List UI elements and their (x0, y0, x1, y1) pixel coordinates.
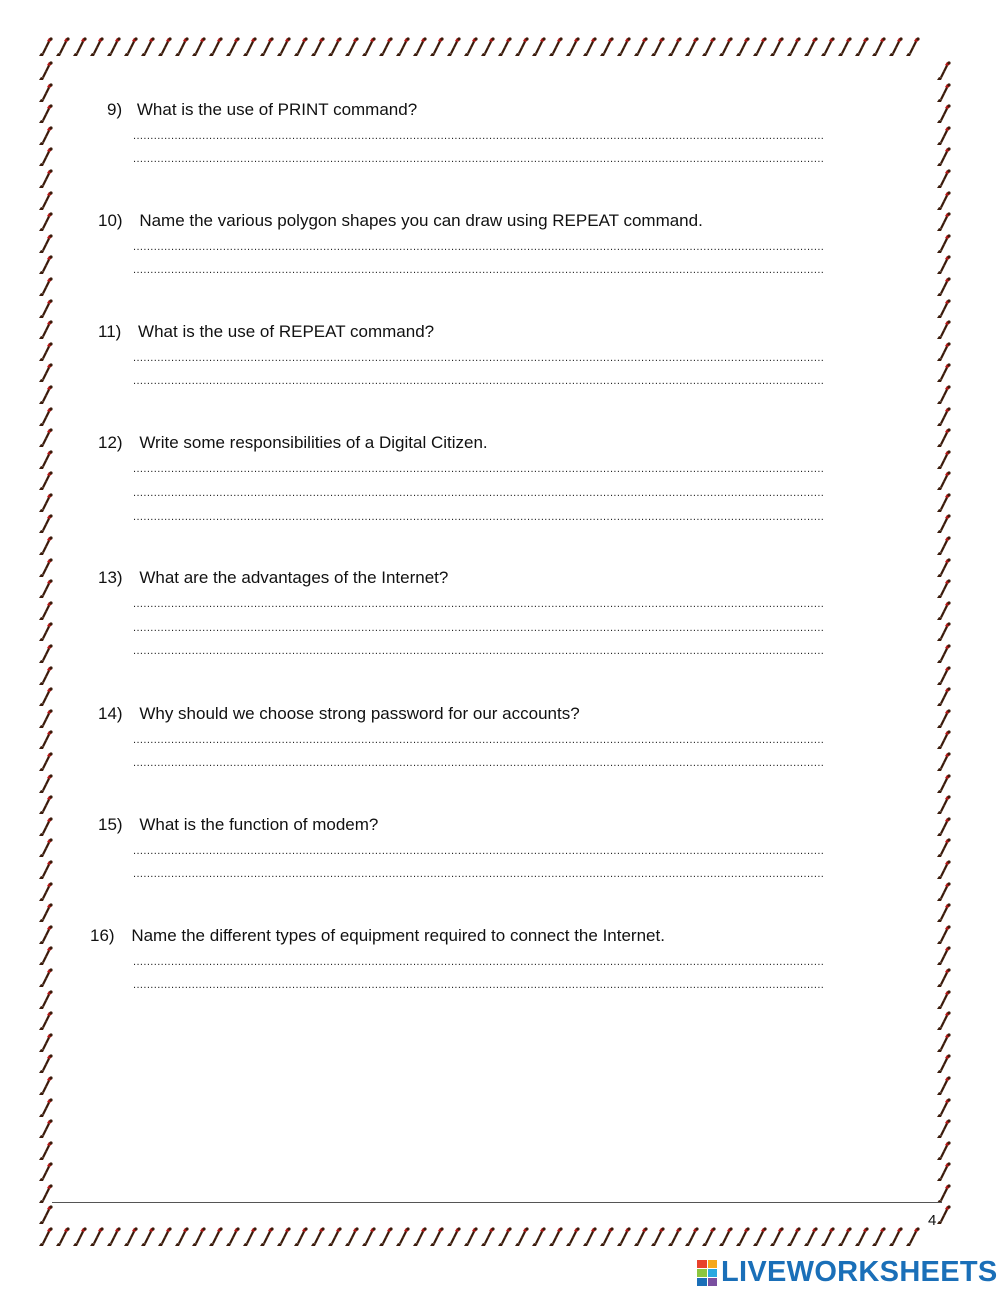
border-ornament-icon (871, 36, 888, 58)
border-ornament-icon (293, 36, 310, 58)
border-ornament-icon (38, 36, 55, 58)
border-ornament-icon (38, 1161, 55, 1183)
question-12 (98, 433, 488, 453)
border-ornament-icon (786, 1226, 803, 1248)
border-ornament-icon (38, 665, 55, 687)
border-ornament-icon (936, 319, 953, 341)
border-ornament-icon (936, 945, 953, 967)
border-ornament-icon (936, 406, 953, 428)
border-ornament-icon (38, 276, 55, 298)
border-ornament-icon (786, 36, 803, 58)
border-ornament-icon (38, 362, 55, 384)
border-ornament-icon (38, 600, 55, 622)
question-number: 14) (98, 704, 123, 723)
border-ornament-icon (599, 1226, 616, 1248)
border-ornament-icon (820, 1226, 837, 1248)
border-ornament-icon (429, 36, 446, 58)
border-ornament-icon (936, 384, 953, 406)
border-ornament-icon (936, 470, 953, 492)
border-ornament-icon (38, 945, 55, 967)
border-ornament-icon (582, 36, 599, 58)
border-ornament-icon (38, 319, 55, 341)
question-9 (107, 100, 417, 120)
answer-line[interactable]: ........................................................................................................................................................................................................ (133, 645, 825, 657)
border-ornament-icon (38, 643, 55, 665)
border-ornament-icon (531, 1226, 548, 1248)
border-ornament-icon (38, 513, 55, 535)
border-ornament-icon (936, 881, 953, 903)
border-ornament-icon (38, 729, 55, 751)
border-ornament-icon (667, 36, 684, 58)
border-ornament-icon (936, 513, 953, 535)
border-ornament-icon (89, 36, 106, 58)
border-ornament-icon (936, 211, 953, 233)
border-ornament-icon (378, 1226, 395, 1248)
border-right (936, 60, 962, 1228)
border-ornament-icon (327, 36, 344, 58)
answer-line[interactable]: ........................................................................................................................................................................................................ (133, 956, 825, 968)
border-ornament-icon (684, 36, 701, 58)
border-ornament-icon (38, 794, 55, 816)
border-ornament-icon (140, 36, 157, 58)
border-ornament-icon (936, 168, 953, 190)
border-ornament-icon (936, 1140, 953, 1162)
border-ornament-icon (936, 1204, 953, 1226)
border-ornament-icon (936, 427, 953, 449)
border-ornament-icon (565, 36, 582, 58)
border-ornament-icon (936, 859, 953, 881)
border-ornament-icon (936, 621, 953, 643)
answer-line[interactable]: ........................................................................................................................................................................................................ (133, 598, 825, 610)
question-number: 10) (98, 211, 123, 230)
border-ornament-icon (174, 1226, 191, 1248)
border-ornament-icon (531, 36, 548, 58)
border-ornament-icon (208, 36, 225, 58)
border-ornament-icon (38, 708, 55, 730)
border-ornament-icon (38, 1032, 55, 1054)
border-ornament-icon (871, 1226, 888, 1248)
border-ornament-icon (225, 36, 242, 58)
question-text: What is the use of REPEAT command? (138, 322, 435, 341)
border-ornament-icon (38, 406, 55, 428)
border-left (38, 60, 64, 1228)
border-ornament-icon (38, 621, 55, 643)
border-ornament-icon (616, 36, 633, 58)
border-ornament-icon (293, 1226, 310, 1248)
border-ornament-icon (38, 492, 55, 514)
border-ornament-icon (803, 1226, 820, 1248)
border-ornament-icon (378, 36, 395, 58)
border-ornament-icon (837, 36, 854, 58)
answer-line[interactable]: ........................................................................................................................................................................................................ (133, 241, 825, 253)
border-ornament-icon (497, 1226, 514, 1248)
border-ornament-icon (157, 36, 174, 58)
footer-divider (52, 1202, 942, 1203)
border-ornament-icon (936, 794, 953, 816)
border-ornament-icon (38, 168, 55, 190)
border-ornament-icon (752, 1226, 769, 1248)
border-ornament-icon (936, 989, 953, 1011)
border-ornament-icon (936, 1161, 953, 1183)
border-ornament-icon (936, 665, 953, 687)
answer-line[interactable]: ........................................................................................................................................................................................................ (133, 622, 825, 634)
border-ornament-icon (936, 146, 953, 168)
border-ornament-icon (936, 1053, 953, 1075)
border-ornament-icon (936, 557, 953, 579)
border-ornament-icon (936, 535, 953, 557)
border-ornament-icon (446, 36, 463, 58)
border-ornament-icon (38, 384, 55, 406)
question-text: What are the advantages of the Internet? (139, 568, 449, 587)
border-ornament-icon (735, 36, 752, 58)
border-ornament-icon (936, 1010, 953, 1032)
border-ornament-icon (38, 837, 55, 859)
border-ornament-icon (72, 1226, 89, 1248)
answer-line[interactable]: ........................................................................................................................................................................................................ (133, 264, 825, 276)
border-ornament-icon (650, 36, 667, 58)
border-ornament-icon (936, 449, 953, 471)
answer-line[interactable]: ........................................................................................................................................................................................................ (133, 757, 825, 769)
border-ornament-icon (38, 233, 55, 255)
border-ornament-icon (38, 902, 55, 924)
border-ornament-icon (616, 1226, 633, 1248)
border-ornament-icon (854, 1226, 871, 1248)
border-ornament-icon (599, 36, 616, 58)
border-ornament-icon (936, 578, 953, 600)
border-ornament-icon (89, 1226, 106, 1248)
border-ornament-icon (769, 36, 786, 58)
border-ornament-icon (936, 298, 953, 320)
question-number: 16) (90, 926, 115, 945)
border-ornament-icon (123, 1226, 140, 1248)
border-ornament-icon (936, 816, 953, 838)
answer-line[interactable]: ........................................................................................................................................................................................................ (133, 130, 825, 142)
border-ornament-icon (803, 36, 820, 58)
border-ornament-icon (769, 1226, 786, 1248)
border-ornament-icon (140, 1226, 157, 1248)
border-ornament-icon (38, 449, 55, 471)
question-text: Write some responsibilities of a Digital Citizen. (139, 433, 488, 452)
border-ornament-icon (936, 686, 953, 708)
border-ornament-icon (242, 36, 259, 58)
border-ornament-icon (480, 1226, 497, 1248)
border-ornament-icon (395, 1226, 412, 1248)
page-number: 4 (928, 1212, 937, 1229)
border-ornament-icon (936, 967, 953, 989)
border-ornament-icon (633, 36, 650, 58)
border-ornament-icon (701, 1226, 718, 1248)
border-ornament-icon (936, 708, 953, 730)
border-ornament-icon (936, 341, 953, 363)
border-ornament-icon (38, 125, 55, 147)
border-ornament-icon (55, 1226, 72, 1248)
border-ornament-icon (38, 1097, 55, 1119)
border-ornament-icon (936, 82, 953, 104)
border-ornament-icon (38, 924, 55, 946)
border-ornament-icon (936, 276, 953, 298)
border-ornament-icon (38, 1226, 55, 1248)
border-ornament-icon (38, 1010, 55, 1032)
border-ornament-icon (38, 298, 55, 320)
border-ornament-icon (854, 36, 871, 58)
border-ornament-icon (582, 1226, 599, 1248)
border-ornament-icon (38, 211, 55, 233)
border-ornament-icon (191, 1226, 208, 1248)
border-ornament-icon (361, 36, 378, 58)
border-ornament-icon (936, 60, 953, 82)
border-ornament-icon (38, 1204, 55, 1226)
question-13 (98, 568, 448, 588)
question-number: 15) (98, 815, 123, 834)
answer-line[interactable]: ........................................................................................................................................................................................................ (133, 375, 825, 387)
border-ornament-icon (38, 1053, 55, 1075)
border-ornament-icon (905, 1226, 922, 1248)
question-text: What is the function of modem? (139, 815, 379, 834)
border-top (38, 36, 960, 62)
border-ornament-icon (514, 1226, 531, 1248)
answer-line[interactable]: ........................................................................................................................................................................................................ (133, 979, 825, 991)
border-ornament-icon (38, 254, 55, 276)
border-ornament-icon (38, 535, 55, 557)
border-ornament-icon (718, 1226, 735, 1248)
border-ornament-icon (837, 1226, 854, 1248)
border-ornament-icon (38, 190, 55, 212)
border-ornament-icon (344, 1226, 361, 1248)
border-ornament-icon (936, 103, 953, 125)
border-ornament-icon (936, 729, 953, 751)
question-text: Why should we choose strong password for our accounts? (139, 704, 580, 723)
border-ornament-icon (38, 881, 55, 903)
border-ornament-icon (936, 492, 953, 514)
border-ornament-icon (38, 1118, 55, 1140)
border-ornament-icon (38, 773, 55, 795)
question-text: What is the use of PRINT command? (136, 100, 418, 119)
border-ornament-icon (718, 36, 735, 58)
border-ornament-icon (38, 1075, 55, 1097)
border-ornament-icon (395, 36, 412, 58)
answer-line[interactable]: ........................................................................................................................................................................................................ (133, 868, 825, 880)
border-ornament-icon (701, 36, 718, 58)
border-ornament-icon (38, 816, 55, 838)
question-11 (98, 322, 434, 342)
border-ornament-icon (752, 36, 769, 58)
border-ornament-icon (174, 36, 191, 58)
border-ornament-icon (38, 60, 55, 82)
question-text: Name the various polygon shapes you can draw using REPEAT command. (139, 211, 703, 230)
border-ornament-icon (820, 36, 837, 58)
border-ornament-icon (38, 686, 55, 708)
border-ornament-icon (936, 1075, 953, 1097)
border-ornament-icon (38, 103, 55, 125)
border-ornament-icon (936, 362, 953, 384)
border-ornament-icon (157, 1226, 174, 1248)
border-ornament-icon (905, 36, 922, 58)
border-ornament-icon (412, 1226, 429, 1248)
border-ornament-icon (38, 989, 55, 1011)
question-number: 9) (107, 100, 123, 119)
border-ornament-icon (72, 36, 89, 58)
border-ornament-icon (276, 36, 293, 58)
border-ornament-icon (735, 1226, 752, 1248)
liveworksheets-logo-icon (697, 1260, 717, 1286)
border-ornament-icon (888, 1226, 905, 1248)
border-ornament-icon (412, 36, 429, 58)
border-ornament-icon (480, 36, 497, 58)
border-ornament-icon (936, 924, 953, 946)
question-text: Name the different types of equipment required to connect the Internet. (131, 926, 665, 945)
border-ornament-icon (548, 36, 565, 58)
brand-name: LIVEWORKSHEETS (721, 1256, 998, 1288)
border-ornament-icon (936, 751, 953, 773)
border-ornament-icon (463, 1226, 480, 1248)
border-ornament-icon (936, 190, 953, 212)
question-14 (98, 704, 580, 724)
answer-line[interactable]: ........................................................................................................................................................................................................ (133, 511, 825, 523)
border-ornament-icon (936, 837, 953, 859)
border-ornament-icon (38, 557, 55, 579)
border-ornament-icon (55, 36, 72, 58)
border-ornament-icon (936, 600, 953, 622)
border-ornament-icon (38, 967, 55, 989)
border-ornament-icon (514, 36, 531, 58)
border-ornament-icon (38, 470, 55, 492)
border-ornament-icon (446, 1226, 463, 1248)
border-ornament-icon (38, 751, 55, 773)
border-ornament-icon (38, 82, 55, 104)
question-number: 13) (98, 568, 123, 587)
question-number: 12) (98, 433, 123, 452)
answer-line[interactable]: ........................................................................................................................................................................................................ (133, 487, 825, 499)
border-ornament-icon (888, 36, 905, 58)
border-ornament-icon (208, 1226, 225, 1248)
border-bottom (38, 1226, 960, 1252)
border-ornament-icon (936, 643, 953, 665)
border-ornament-icon (106, 1226, 123, 1248)
border-ornament-icon (548, 1226, 565, 1248)
border-ornament-icon (38, 341, 55, 363)
answer-line[interactable]: ........................................................................................................................................................................................................ (133, 153, 825, 165)
liveworksheets-brand[interactable] (697, 1256, 998, 1289)
border-ornament-icon (936, 773, 953, 795)
border-ornament-icon (565, 1226, 582, 1248)
border-ornament-icon (38, 859, 55, 881)
border-ornament-icon (259, 1226, 276, 1248)
border-ornament-icon (38, 1140, 55, 1162)
border-ornament-icon (106, 36, 123, 58)
border-ornament-icon (38, 427, 55, 449)
border-ornament-icon (936, 125, 953, 147)
border-ornament-icon (191, 36, 208, 58)
border-ornament-icon (310, 1226, 327, 1248)
border-ornament-icon (276, 1226, 293, 1248)
border-ornament-icon (633, 1226, 650, 1248)
border-ornament-icon (936, 1118, 953, 1140)
border-ornament-icon (463, 36, 480, 58)
border-ornament-icon (38, 578, 55, 600)
border-ornament-icon (327, 1226, 344, 1248)
border-ornament-icon (225, 1226, 242, 1248)
border-ornament-icon (123, 36, 140, 58)
question-10 (98, 211, 703, 231)
border-ornament-icon (936, 254, 953, 276)
border-ornament-icon (497, 36, 514, 58)
border-ornament-icon (310, 36, 327, 58)
border-ornament-icon (361, 1226, 378, 1248)
border-ornament-icon (429, 1226, 446, 1248)
border-ornament-icon (259, 36, 276, 58)
question-number: 11) (98, 322, 122, 341)
border-ornament-icon (936, 902, 953, 924)
border-ornament-icon (936, 1097, 953, 1119)
border-ornament-icon (667, 1226, 684, 1248)
answer-line[interactable]: ........................................................................................................................................................................................................ (133, 734, 825, 746)
border-ornament-icon (650, 1226, 667, 1248)
border-ornament-icon (684, 1226, 701, 1248)
answer-line[interactable]: ........................................................................................................................................................................................................ (133, 352, 825, 364)
question-15 (98, 815, 378, 835)
border-ornament-icon (38, 146, 55, 168)
border-ornament-icon (936, 1032, 953, 1054)
question-16 (90, 926, 665, 946)
answer-line[interactable]: ........................................................................................................................................................................................................ (133, 845, 825, 857)
answer-line[interactable]: ........................................................................................................................................................................................................ (133, 463, 825, 475)
border-ornament-icon (344, 36, 361, 58)
border-ornament-icon (242, 1226, 259, 1248)
border-ornament-icon (936, 233, 953, 255)
